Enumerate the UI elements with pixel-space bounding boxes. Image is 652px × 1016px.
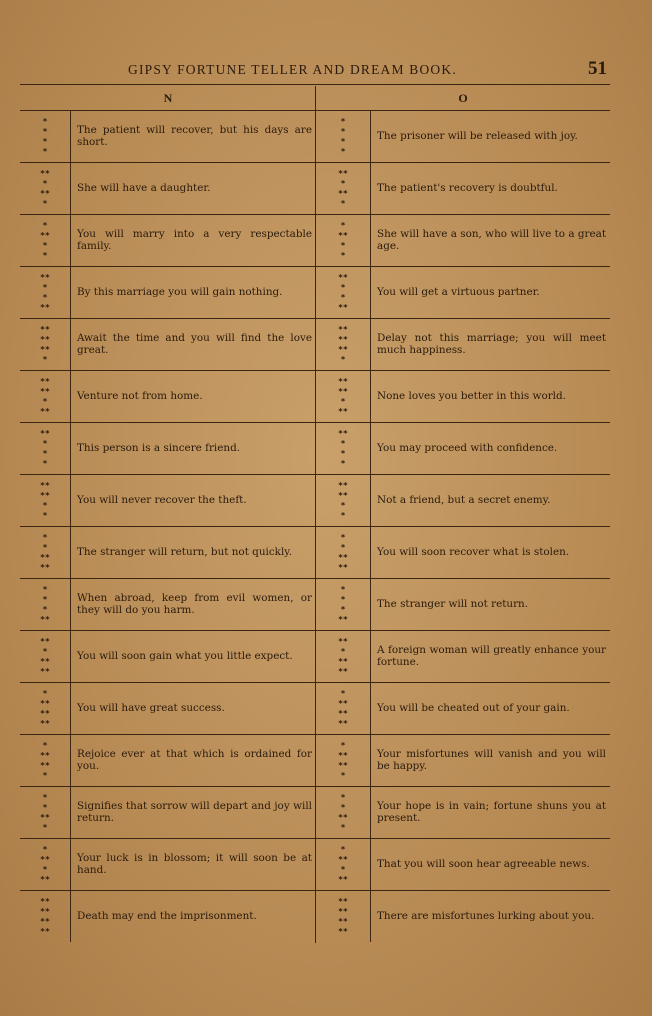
star-pattern: [316, 579, 371, 630]
star-mark: **: [40, 906, 50, 916]
star-mark: **: [338, 562, 348, 572]
star-mark: **: [338, 614, 348, 624]
oracle-answer-text: Your hope is in vain; fortune shuns you at present.: [377, 800, 606, 824]
oracle-answer-cell: [71, 683, 316, 734]
running-title: GIPSY FORTUNE TELLER AND DREAM BOOK.: [128, 62, 457, 77]
star-mark: *: [340, 740, 346, 750]
oracle-answer-text: She will have a daughter.: [77, 181, 211, 194]
star-mark: *: [42, 792, 48, 802]
oracle-row: [20, 527, 316, 579]
star-mark: *: [340, 604, 346, 614]
star-mark: **: [338, 480, 348, 490]
oracle-row: [316, 891, 610, 942]
star-mark: *: [340, 146, 346, 156]
oracle-answer-cell: [71, 319, 316, 370]
oracle-row: [316, 787, 610, 839]
star-mark: *: [42, 438, 48, 448]
oracle-answer-cell: [71, 111, 316, 162]
oracle-answer-text: Not a friend, but a secret enemy.: [377, 493, 551, 506]
star-pattern: [20, 787, 71, 838]
star-mark: *: [340, 458, 346, 468]
oracle-row: [316, 527, 610, 579]
oracle-answer-text: None loves you better in this world.: [377, 389, 566, 402]
star-mark: *: [42, 116, 48, 126]
star-pattern: [316, 319, 371, 370]
star-pattern: [20, 215, 71, 266]
oracle-answer-text: You will never recover the theft.: [77, 493, 247, 506]
column-heading-o: O: [458, 91, 468, 105]
star-mark: *: [42, 126, 48, 136]
star-mark: *: [340, 220, 346, 230]
star-mark: **: [40, 230, 50, 240]
oracle-answer-cell: [371, 423, 610, 474]
oracle-row: [316, 631, 610, 683]
oracle-answer-text: You will soon gain what you little expect.: [77, 649, 293, 662]
star-mark: **: [40, 562, 50, 572]
star-mark: **: [40, 614, 50, 624]
oracle-answer-cell: [71, 891, 316, 942]
star-pattern: [316, 163, 371, 214]
oracle-answer-text: Venture not from home.: [77, 389, 203, 402]
oracle-answer-cell: [71, 839, 316, 890]
star-mark: *: [42, 500, 48, 510]
star-mark: **: [338, 428, 348, 438]
oracle-row: [316, 267, 610, 319]
star-pattern: [20, 891, 71, 942]
star-mark: **: [40, 406, 50, 416]
star-pattern: [316, 683, 371, 734]
star-mark: **: [338, 906, 348, 916]
star-mark: *: [42, 802, 48, 812]
oracle-answer-text: You will be cheated out of your gain.: [377, 701, 570, 714]
star-mark: *: [42, 584, 48, 594]
star-mark: **: [40, 750, 50, 760]
star-mark: **: [40, 698, 50, 708]
star-mark: *: [340, 792, 346, 802]
star-mark: **: [338, 854, 348, 864]
oracle-row: [20, 319, 316, 371]
star-mark: *: [42, 822, 48, 832]
oracle-answer-cell: [371, 891, 610, 942]
star-mark: *: [340, 292, 346, 302]
oracle-answer-text: You may proceed with confidence.: [377, 441, 558, 454]
oracle-answer-text: You will have great success.: [77, 701, 225, 714]
star-mark: *: [340, 510, 346, 520]
oracle-answer-cell: [371, 839, 610, 890]
star-mark: **: [338, 636, 348, 646]
star-mark: **: [338, 916, 348, 926]
star-mark: *: [340, 448, 346, 458]
star-mark: **: [40, 874, 50, 884]
star-pattern: [20, 371, 71, 422]
star-mark: *: [42, 688, 48, 698]
star-mark: **: [40, 188, 50, 198]
page-header: [0, 58, 652, 82]
star-mark: **: [40, 636, 50, 646]
star-mark: **: [40, 656, 50, 666]
star-mark: *: [340, 282, 346, 292]
star-pattern: [20, 267, 71, 318]
oracle-row: [316, 839, 610, 891]
star-mark: *: [42, 282, 48, 292]
star-mark: *: [42, 240, 48, 250]
star-mark: *: [42, 178, 48, 188]
star-pattern: [316, 787, 371, 838]
star-mark: **: [338, 874, 348, 884]
star-mark: *: [42, 864, 48, 874]
star-mark: **: [338, 698, 348, 708]
oracle-row: [316, 111, 610, 163]
star-pattern: [20, 423, 71, 474]
star-mark: *: [340, 532, 346, 542]
star-pattern: [20, 319, 71, 370]
oracle-answer-text: That you will soon hear agreeable news.: [377, 857, 590, 870]
star-mark: **: [40, 760, 50, 770]
column-heading-n: N: [163, 91, 173, 105]
header-rule: [20, 84, 610, 85]
oracle-answer-text: Rejoice ever at that which is ordained for you.: [77, 748, 312, 772]
oracle-answer-cell: [371, 683, 610, 734]
star-pattern: [20, 527, 71, 578]
star-mark: **: [338, 656, 348, 666]
star-mark: **: [338, 760, 348, 770]
star-pattern: [316, 891, 371, 942]
column-o: [316, 86, 610, 943]
star-mark: **: [338, 272, 348, 282]
star-mark: *: [340, 844, 346, 854]
oracle-answer-cell: [71, 267, 316, 318]
star-mark: **: [338, 926, 348, 936]
star-mark: **: [338, 344, 348, 354]
star-mark: **: [40, 708, 50, 718]
oracle-answer-cell: [371, 631, 610, 682]
page-number: 51: [588, 58, 607, 79]
star-pattern: [316, 527, 371, 578]
oracle-answer-cell: [71, 527, 316, 578]
star-pattern: [20, 735, 71, 786]
oracle-answer-cell: [71, 475, 316, 526]
oracle-row: [20, 891, 316, 942]
oracle-answer-cell: [371, 371, 610, 422]
star-mark: **: [40, 324, 50, 334]
oracle-answer-cell: [371, 527, 610, 578]
star-pattern: [316, 839, 371, 890]
star-mark: *: [42, 250, 48, 260]
star-mark: *: [340, 126, 346, 136]
star-mark: *: [42, 510, 48, 520]
oracle-row: [20, 215, 316, 267]
oracle-answer-text: The patient's recovery is doubtful.: [377, 181, 558, 194]
oracle-answer-text: When abroad, keep from evil women, or they will do you harm.: [77, 592, 312, 616]
oracle-answer-cell: [371, 475, 610, 526]
star-mark: **: [40, 490, 50, 500]
star-mark: **: [40, 386, 50, 396]
star-mark: *: [340, 136, 346, 146]
star-mark: **: [40, 428, 50, 438]
oracle-answer-cell: [71, 423, 316, 474]
oracle-row: [20, 735, 316, 787]
oracle-answer-text: A foreign woman will greatly enhance your fortune.: [377, 644, 606, 668]
oracle-answer-text: Await the time and you will find the love great.: [77, 332, 312, 356]
star-mark: **: [338, 708, 348, 718]
star-mark: *: [42, 844, 48, 854]
star-mark: *: [42, 220, 48, 230]
oracle-answer-text: Your misfortunes will vanish and you will be happy.: [377, 748, 606, 772]
oracle-row: [20, 163, 316, 215]
star-pattern: [20, 475, 71, 526]
oracle-answer-text: Delay not this marriage; you will meet much happiness.: [377, 332, 606, 356]
star-pattern: [20, 839, 71, 890]
star-mark: *: [42, 542, 48, 552]
oracle-answer-text: She will have a son, who will live to a great age.: [377, 228, 606, 252]
star-mark: **: [40, 926, 50, 936]
oracle-row: [20, 839, 316, 891]
oracle-answer-cell: [371, 735, 610, 786]
oracle-row: [20, 475, 316, 527]
star-mark: **: [40, 272, 50, 282]
oracle-answer-cell: [371, 163, 610, 214]
star-mark: *: [340, 822, 346, 832]
oracle-row: [20, 683, 316, 735]
oracle-answer-text: The stranger will not return.: [377, 597, 529, 610]
star-pattern: [316, 735, 371, 786]
star-mark: *: [340, 438, 346, 448]
star-mark: **: [338, 324, 348, 334]
rows-o: [316, 111, 610, 942]
oracle-answer-text: You will get a virtuous partner.: [377, 285, 540, 298]
star-mark: *: [340, 240, 346, 250]
star-pattern: [316, 371, 371, 422]
star-mark: *: [42, 292, 48, 302]
oracle-row: [20, 371, 316, 423]
oracle-row: [20, 631, 316, 683]
star-mark: **: [40, 480, 50, 490]
star-mark: **: [40, 302, 50, 312]
oracle-answer-cell: [371, 111, 610, 162]
star-mark: *: [42, 604, 48, 614]
star-mark: **: [40, 552, 50, 562]
star-pattern: [316, 215, 371, 266]
star-mark: **: [338, 302, 348, 312]
rows-n: [20, 111, 316, 942]
star-pattern: [20, 631, 71, 682]
star-mark: *: [340, 116, 346, 126]
oracle-row: [316, 683, 610, 735]
oracle-row: [316, 735, 610, 787]
oracle-row: [316, 163, 610, 215]
star-pattern: [316, 423, 371, 474]
star-mark: *: [42, 448, 48, 458]
oracle-row: [316, 371, 610, 423]
oracle-row: [20, 423, 316, 475]
star-mark: **: [40, 168, 50, 178]
oracle-answer-text: There are misfortunes lurking about you.: [377, 909, 595, 922]
oracle-answer-text: You will soon recover what is stolen.: [377, 545, 570, 558]
oracle-row: [316, 423, 610, 475]
star-mark: *: [340, 198, 346, 208]
oracle-row: [20, 579, 316, 631]
star-mark: *: [340, 354, 346, 364]
oracle-answer-cell: [371, 215, 610, 266]
star-pattern: [316, 267, 371, 318]
star-pattern: [316, 631, 371, 682]
star-mark: **: [338, 812, 348, 822]
oracle-answer-text: This person is a sincere friend.: [77, 441, 241, 454]
star-mark: **: [40, 334, 50, 344]
oracle-answer-cell: [71, 215, 316, 266]
oracle-answer-cell: [71, 787, 316, 838]
oracle-answer-text: The prisoner will be released with joy.: [377, 129, 578, 142]
star-mark: *: [340, 594, 346, 604]
oracle-answer-cell: [371, 787, 610, 838]
oracle-answer-text: You will marry into a very respectable family.: [77, 228, 312, 252]
star-mark: *: [340, 396, 346, 406]
star-mark: **: [40, 854, 50, 864]
oracle-answer-text: By this marriage you will gain nothing.: [77, 285, 283, 298]
star-mark: *: [42, 770, 48, 780]
oracle-row: [316, 319, 610, 371]
star-mark: *: [340, 250, 346, 260]
oracle-answer-text: The stranger will return, but not quickly.: [77, 545, 293, 558]
star-mark: **: [338, 376, 348, 386]
star-mark: *: [42, 198, 48, 208]
star-mark: *: [42, 146, 48, 156]
star-mark: **: [40, 916, 50, 926]
star-mark: *: [340, 646, 346, 656]
star-mark: **: [338, 490, 348, 500]
star-mark: *: [340, 688, 346, 698]
star-mark: *: [340, 542, 346, 552]
oracle-answer-cell: [71, 371, 316, 422]
star-mark: *: [42, 396, 48, 406]
star-mark: *: [42, 740, 48, 750]
star-mark: *: [340, 178, 346, 188]
oracle-row: [20, 111, 316, 163]
star-mark: *: [42, 646, 48, 656]
star-mark: **: [40, 812, 50, 822]
oracle-answer-text: Signifies that sorrow will depart and joy will return.: [77, 800, 312, 824]
star-mark: **: [338, 666, 348, 676]
star-mark: *: [340, 802, 346, 812]
column-n: [20, 86, 316, 943]
star-mark: *: [340, 584, 346, 594]
oracle-answer-cell: [371, 579, 610, 630]
oracle-answer-cell: [71, 735, 316, 786]
star-mark: **: [338, 552, 348, 562]
star-mark: *: [42, 532, 48, 542]
star-mark: **: [338, 334, 348, 344]
oracle-answer-cell: [371, 267, 610, 318]
star-mark: *: [42, 354, 48, 364]
star-mark: **: [338, 896, 348, 906]
star-pattern: [20, 111, 71, 162]
star-mark: **: [40, 666, 50, 676]
star-mark: **: [338, 750, 348, 760]
oracle-row: [20, 267, 316, 319]
star-pattern: [20, 579, 71, 630]
star-pattern: [316, 111, 371, 162]
star-mark: *: [42, 136, 48, 146]
oracle-row: [316, 475, 610, 527]
star-mark: *: [340, 864, 346, 874]
star-pattern: [316, 475, 371, 526]
oracle-row: [316, 579, 610, 631]
star-mark: **: [338, 230, 348, 240]
oracle-answer-cell: [71, 631, 316, 682]
star-pattern: [20, 683, 71, 734]
star-mark: **: [338, 406, 348, 416]
star-mark: *: [340, 500, 346, 510]
star-mark: **: [40, 718, 50, 728]
star-mark: **: [40, 376, 50, 386]
oracle-answer-cell: [371, 319, 610, 370]
star-mark: *: [340, 770, 346, 780]
oracle-answer-cell: [71, 163, 316, 214]
star-mark: **: [40, 896, 50, 906]
oracle-answer-text: The patient will recover, but his days are short.: [77, 124, 312, 148]
star-mark: **: [338, 188, 348, 198]
star-mark: **: [40, 344, 50, 354]
oracle-row: [316, 215, 610, 267]
oracle-row: [20, 787, 316, 839]
star-mark: **: [338, 168, 348, 178]
oracle-answer-text: Death may end the imprisonment.: [77, 909, 257, 922]
star-mark: *: [42, 458, 48, 468]
oracle-answer-text: Your luck is in blossom; it will soon be at hand.: [77, 852, 312, 876]
star-pattern: [20, 163, 71, 214]
star-mark: *: [42, 594, 48, 604]
oracle-answer-cell: [71, 579, 316, 630]
star-mark: **: [338, 718, 348, 728]
star-mark: **: [338, 386, 348, 396]
